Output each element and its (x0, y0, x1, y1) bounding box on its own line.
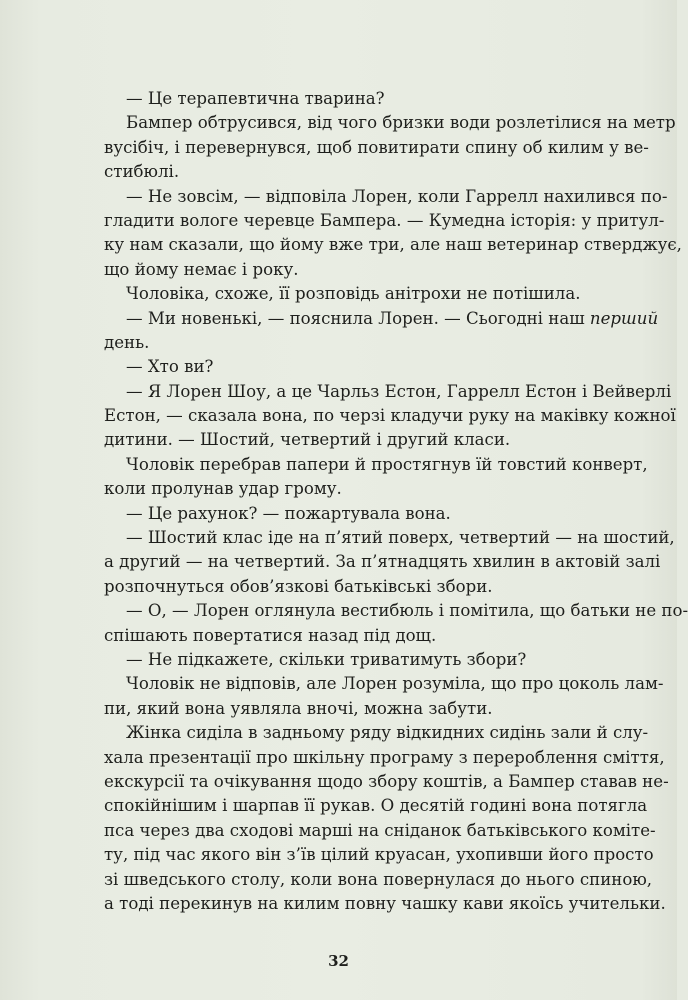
text-line: Чоловіка, схоже, її розповідь анітрохи не потішила. (126, 284, 581, 304)
text-line: Чоловік не відповів, але Лорен розуміла, що про цоколь лам- (126, 674, 664, 694)
text-line: що йому немає і року. (104, 259, 299, 279)
text-line: — Це рахунок? — пожартувала вона. (126, 503, 451, 523)
text-line: Естон, — сказала вона, по черзі кладучи руку на маківку кожної (104, 406, 676, 426)
text-line: а тоді перекинув на килим повну чашку кави якоїсь учительки. (104, 893, 666, 913)
text-line: — Хто ви? (126, 357, 214, 377)
text-line: — О, — Лорен оглянула вестибюль і помітила, що батьки не по- (126, 601, 688, 621)
text-line: екскурсії та очікування щодо збору коштів, а Бампер ставав не- (104, 771, 669, 791)
text-line: — Шостий клас іде на п’ятий поверх, четвертий — на шостий, (126, 528, 675, 548)
text-line: хала презентації про шкільну програму з перероблення сміття, (104, 747, 665, 767)
text-line: день. (104, 332, 150, 352)
text-line: — Це терапевтична тварина? (126, 89, 385, 108)
text-line: вусібіч, і перевернувся, щоб повитирати спину об килим у ве- (104, 137, 649, 157)
text-line: спокійнішим і шарпав її рукав. О десятій годині вона потягла (104, 796, 648, 816)
text-line: — Не підкажете, скільки триватимуть збори? (126, 649, 527, 669)
text-line: зі шведського столу, коли вона повернулася до нього спиною, (104, 869, 653, 889)
text-line: стибюлі. (104, 162, 180, 182)
text-line: ку нам сказали, що йому вже три, але наш ветеринар стверджує, (104, 235, 682, 255)
text-line: гладити вологе черевце Бампера. — Кумедна історія: у притул- (104, 210, 665, 230)
text-line: ту, під час якого він з’їв цілий круасан, ухопивши його просто (104, 845, 654, 865)
text-line: — Не зовсім, — відповіла Лорен, коли Гаррелл нахилився по- (126, 186, 668, 206)
text-line: розпочнуться обов’язкові батьківські збори. (104, 576, 493, 596)
text-line: спішають повертатися назад під дощ. (104, 625, 437, 645)
text-line: пи, який вона уявляла вночі, можна забути. (104, 698, 493, 718)
body-text (104, 87, 688, 916)
text-line: Жінка сиділа в задньому ряду відкидних сидінь зали й слу- (126, 723, 649, 743)
text-line: Чоловік перебрав папери й простягнув їй товстий конверт, (126, 454, 648, 474)
emphasis: перший (589, 308, 659, 328)
text-line: Бампер обтрусився, від чого бризки води розлетілися на метр (126, 113, 676, 133)
text-line: а другий — на четвертий. За п’ятнадцять хвилин в актовій залі (104, 552, 661, 572)
text-line: — Я Лорен Шоу, а це Чарльз Естон, Гаррелл Естон і Вейверлі (126, 381, 672, 401)
page-number: 32 (328, 952, 349, 970)
text-line: коли пролунав удар грому. (104, 479, 342, 499)
text-line: пса через два сходові марші на сніданок батьківського коміте- (104, 820, 656, 840)
text-line: дитини. — Шостий, четвертий і другий класи. (104, 430, 511, 450)
text-line: — Ми новенькі, — пояснила Лорен. — Сьогодні наш перший (126, 308, 659, 328)
